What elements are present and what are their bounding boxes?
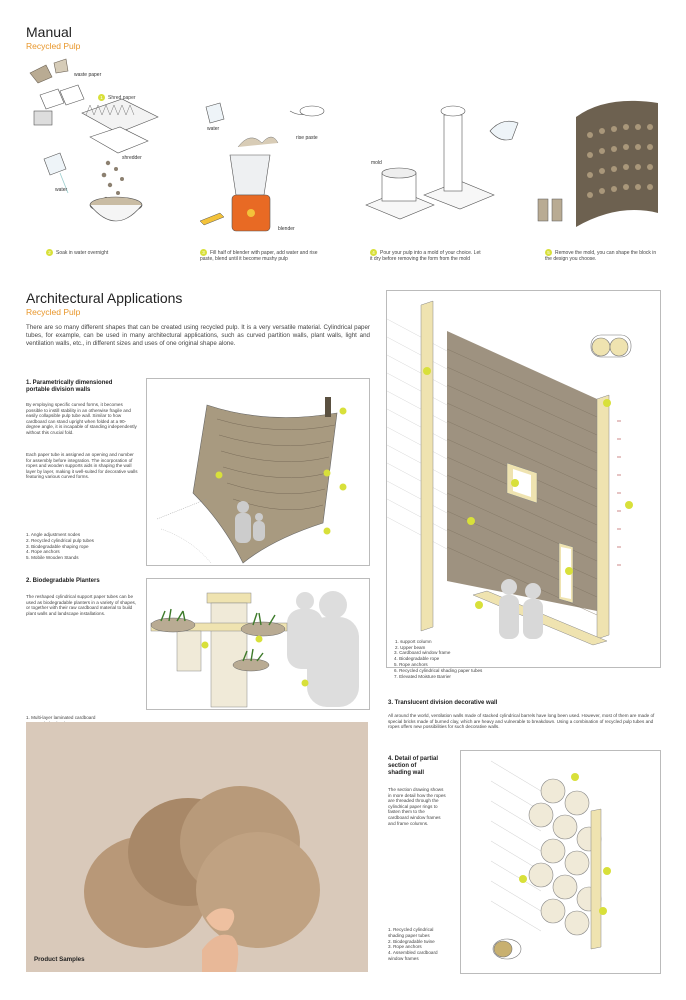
section-1-para-1: By employing specific curved forms, it becomes possible to instill stability in an otherwise fragile and easily collapsible pulp tube wall. Similar to how cardboard can stand upright when folded at a 90-degree angle, it is incapable of standing independently without this crucial fold. bbox=[26, 402, 137, 435]
section-2-figure bbox=[146, 578, 370, 710]
section-1-list-item: 3. Biodegradable shaping rope bbox=[26, 543, 89, 549]
section-1-figure bbox=[146, 378, 370, 566]
step-3 bbox=[200, 249, 318, 262]
step-2 bbox=[46, 249, 166, 256]
section-4-list-item: 1. Recycled cylindrical shading paper tubes bbox=[388, 927, 434, 938]
step-3-text: Fill half of blender with paper, add water and rise paste, blend until it become mushy pulp bbox=[200, 249, 318, 262]
section-3-list-item: 7. Elevated Moisture Barrier bbox=[394, 673, 451, 679]
section-1-para-2: Each paper tube is assigned an opening and number for assembly before integration. The incorporation of ropes and wooden supports aids in shaping the wall layer by layer, making it well-suited for decorative walls featuring various curved forms. bbox=[26, 452, 138, 480]
section-1-title: 1. Parametrically dimensioned portable division walls bbox=[26, 380, 113, 393]
section-3-list-item: 5. Rope anchors bbox=[394, 662, 428, 667]
arch-title: Architectural Applications bbox=[26, 290, 183, 306]
section-2-para-1: The reshaped cylindrical support paper tubes can be used as biodegradable planters in a variety of shapes, or together with their raw cardboard material to build plant walls and landscape installations. bbox=[26, 594, 137, 616]
step-4-number: 4 bbox=[370, 249, 377, 256]
step-1-text: Shred paper bbox=[108, 94, 136, 101]
bowl-illustration bbox=[90, 197, 142, 221]
label-mold: mold bbox=[371, 160, 382, 166]
label-blender: blender bbox=[278, 226, 295, 232]
product-samples-photo bbox=[26, 722, 368, 972]
section-4-figure bbox=[460, 750, 661, 974]
section-3-list-item: 1. support column bbox=[395, 639, 432, 644]
section-1-list-item: 1. Angle adjustment nodes bbox=[26, 532, 81, 537]
section-1-list bbox=[26, 532, 144, 561]
section-4-title: 4. Detail of partial section of shading wall bbox=[388, 756, 439, 776]
step-5 bbox=[545, 249, 657, 262]
manual-title: Manual bbox=[26, 24, 72, 40]
section-1-list-item: 4. Rope anchors bbox=[26, 549, 60, 555]
label-shredder: shredder bbox=[122, 155, 142, 161]
translucent-wall-illustration bbox=[387, 291, 660, 667]
curved-tube-wall-illustration bbox=[538, 101, 658, 227]
section-3-title: 3. Translucent division decorative wall bbox=[388, 700, 498, 706]
section-1-list-item: 5. Mobile Wooden Stands bbox=[26, 555, 79, 561]
pulp-discs-image bbox=[26, 722, 368, 972]
section-2-list-item: 1. Multi-layer laminated cardboard bbox=[26, 715, 96, 720]
section-3-list-more bbox=[394, 650, 544, 662]
step-1 bbox=[98, 94, 158, 101]
section-3-list-item: 3. Cardboard window frame bbox=[394, 650, 451, 655]
section-4-list-item: 2. Biodegradable twine bbox=[388, 938, 435, 944]
section-3-list-rest bbox=[394, 662, 554, 679]
arch-intro: There are so many different shapes that can be created using recycled pulp. It is a very versatile material. Cylindrical paper tubes, for example, can be used in many architectural applications, such as curved partition walls, plant walls, light and ventilation walls, etc., in different sizes and uses of one original shape alone. bbox=[26, 324, 370, 347]
planters-illustration bbox=[147, 579, 369, 709]
curved-wall-illustration bbox=[147, 379, 369, 565]
mold-illustration bbox=[366, 106, 518, 219]
section-2-title: 2. Biodegradable Planters bbox=[26, 578, 100, 584]
step-5-text: Remove the mold, you can shape the block in the design you choose. bbox=[545, 249, 657, 262]
arch-subtitle: Recycled Pulp bbox=[26, 307, 81, 317]
section-3-list-item: 4. Biodegradable rope bbox=[394, 655, 440, 661]
step-5-number: 5 bbox=[545, 249, 552, 256]
section-3-list bbox=[395, 639, 545, 651]
section-4-list-item: 3. Rope anchors bbox=[388, 944, 422, 950]
section-3-list-item: 2. Upper beam bbox=[395, 644, 426, 650]
section-3-para-1: All around the world, ventilation walls made of stacked cylindrical barrels have long been used. However, most of them are made of special bricks made of burned clay, which are heavy and vulnerable to breakdown. Using a combination of recycled pulp tubes and ropes offers new possibilities for such decorative walls. bbox=[388, 713, 655, 730]
waste-paper-illustration bbox=[30, 59, 84, 125]
section-4-para-1: The section drawing shows in more detail how the ropes are threaded through the cylindrical paper rings to fasten them to the cardboard window frames and frame columns. bbox=[388, 787, 446, 826]
photo-caption: Product Samples bbox=[34, 956, 85, 963]
label-waste-paper: waste paper bbox=[74, 72, 102, 78]
section-detail-illustration bbox=[461, 751, 660, 973]
manual-illustration bbox=[20, 55, 670, 255]
section-3-list-item: 6. Recycled cylindrical shading paper tubes bbox=[394, 667, 483, 673]
section-1-list-item: 2. Recycled cylindrical pulp tubes bbox=[26, 537, 94, 543]
shredder-illustration bbox=[82, 99, 158, 153]
label-water-2: water bbox=[207, 126, 220, 132]
label-water-1: water bbox=[55, 187, 68, 193]
step-2-number: 2 bbox=[46, 249, 53, 256]
step-1-number: 1 bbox=[98, 94, 105, 101]
step-4 bbox=[370, 249, 482, 262]
step-4-text: Pour your pulp into a mold of your choice. Let it dry before removing the form from the mold bbox=[370, 249, 481, 262]
label-rise-paste: rise paste bbox=[296, 135, 318, 141]
section-4-list bbox=[388, 927, 450, 962]
manual-subtitle: Recycled Pulp bbox=[26, 41, 81, 51]
blender-illustration bbox=[200, 103, 324, 231]
step-2-text: Soak in water overnight bbox=[56, 249, 109, 256]
section-3-figure bbox=[386, 290, 661, 668]
section-4-list-item: 4. Assembled cardboard window frames bbox=[388, 950, 438, 961]
step-3-number: 3 bbox=[200, 249, 207, 256]
